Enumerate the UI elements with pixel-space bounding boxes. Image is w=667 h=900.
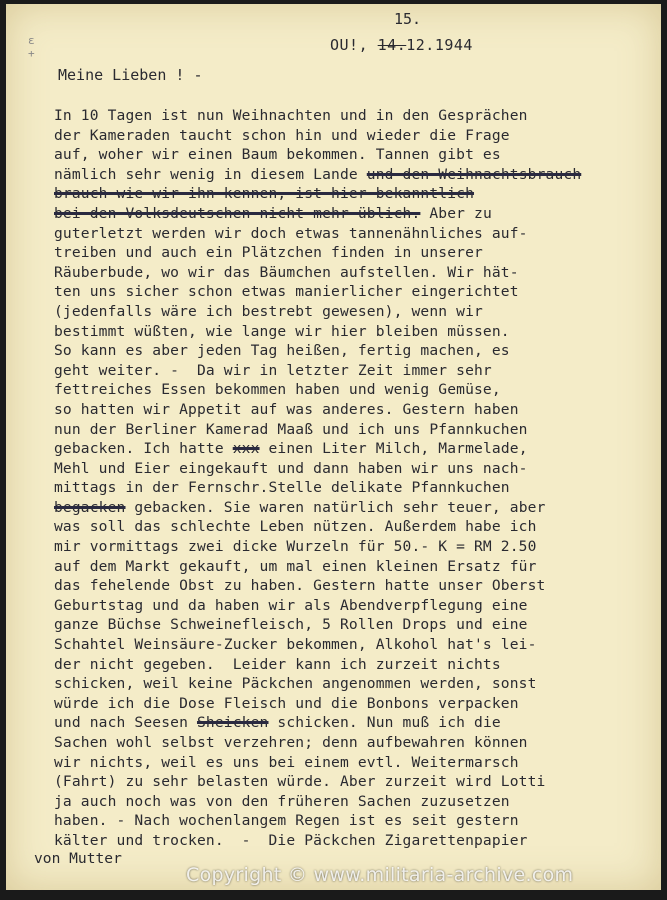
dateline-place: OU!, [330,36,369,54]
body-line-text: Mehl und Eier eingekauft und dann haben wir uns nach- [54,459,528,477]
body-line [54,478,658,498]
body-line [54,831,658,851]
body-line-text: (Fahrt) zu sehr belasten würde. Aber zurzeit wird Lotti [54,773,546,791]
struck-out-text: begacken [54,498,126,516]
body-line-text: das fehelende Obst zu haben. Gestern hatte unser Oberst [54,577,546,595]
body-line-text: Sachen wohl selbst verzehren; denn aufbewahren können [54,734,528,751]
body-line [54,126,658,146]
body-line [54,439,658,459]
body-line [54,420,658,440]
body-line [54,165,658,185]
body-line-text: So kann es aber jeden Tag heißen, fertig machen, es [54,342,510,360]
body-line [54,772,658,792]
body-line-text: (jedenfalls wäre ich bestrebt gewesen), wenn wir [54,302,483,320]
struck-out-text: Sheicken [196,714,269,732]
body-line-text: gebacken. Ich hatte [54,440,233,458]
body-line-text: haben. - Nach wochenlangem Regen ist es seit gestern [54,812,519,830]
body-line-text: mir vormittags zwei dicke Wurzeln für 50.- K = RM 2.50 [54,538,537,556]
body-line [54,655,658,675]
body-line [54,322,658,342]
struck-out-text: brauch wie wir ihn kennen, ist hier bekanntlich [54,185,475,203]
struck-out-text: und den Weihnachtsbrauch [366,165,582,183]
body-line-text: auf dem Markt gekauft, um mal einen kleinen Ersatz für [54,557,537,575]
body-line [54,145,658,165]
body-line [54,263,658,283]
body-line-text: ten uns sicher schon etwas manierlicher eingerichtet [54,283,519,301]
body-line [54,674,658,694]
body-line-text: der nicht gegeben. Leider kann ich zurzeit nichts [54,655,501,673]
body-line [54,204,658,224]
copyright-watermark: Copyright © www.militaria-archive.com [186,864,574,886]
body-line [54,537,658,557]
struck-out-text: xxx [232,440,260,458]
body-line-text: würde ich die Dose Fleisch und die Bonbons verpacken [54,694,519,712]
body-line-text: ganze Büchse Schweinefleisch, 5 Rollen Drops und eine [54,616,528,634]
body-line-text-after: Aber zu [420,204,492,222]
body-line [54,282,658,302]
body-line-text: kälter und trocken. - Die Päckchen Zigarettenpapier [54,831,528,849]
body-line-text-after: einen Liter Milch, Marmelade, [259,440,528,458]
body-line-text: Räuberbude, wo wir das Bäumchen aufstellen. Wir hät- [54,263,519,281]
body-line-text: fettreiches Essen bekommen haben und wenig Gemüse, [54,381,501,399]
dateline-struck-day: 14. [377,36,407,54]
margin-marks: ε + [28,34,35,60]
body-line [54,184,658,204]
body-line-text: mittags in der Fernschr.Stelle delikate Pfannkuchen [54,479,510,497]
body-line-text: was soll das schlechte Leben nützen. Außerdem habe ich [54,518,537,536]
struck-out-text: bei den Volksdeutschen nicht mehr üblich. [54,204,421,222]
body-line-text: Geburtstag und da haben wir als Abendverpflegung eine [54,596,528,614]
body-line [54,302,658,322]
letter-sheet [6,4,661,890]
body-line-text: guterletzt werden wir doch etwas tannenähnliches auf- [54,224,528,242]
body-line-text: und nach Seesen [54,714,197,732]
body-line [54,733,658,753]
body-line [54,243,658,263]
body-line [54,106,658,126]
body-line [54,694,658,714]
body-line-text: treiben und auch ein Plätzchen finden in unserer [54,244,483,262]
body-line [54,498,658,518]
body-line-text: In 10 Tagen ist nun Weihnachten und in den Gesprächen [54,107,528,124]
body-line [54,635,658,655]
body-line [54,400,658,420]
body-line-text: auf, woher wir einen Baum bekommen. Tannen gibt es [54,146,501,164]
body-line [54,713,658,733]
letter-closing-line: von Mutter [34,850,122,867]
greeting: Meine Lieben ! - [58,66,203,84]
body-line-text: so hatten wir Appetit auf was anderes. Gestern haben [54,400,519,418]
body-line-text: der Kameraden taucht schon hin und wieder die Frage [54,126,510,144]
body-line [54,811,658,831]
body-line [54,380,658,400]
page-number: 15. [394,10,422,28]
dateline [330,36,473,54]
body-line [54,361,658,381]
body-line [54,459,658,479]
body-line-text: nämlich sehr wenig in diesem Lande [54,165,367,183]
body-line-text-after: schicken. Nun muß ich die [268,714,501,732]
body-line [54,341,658,361]
body-line [54,224,658,244]
body-line [54,517,658,537]
body-line [54,792,658,812]
body-line-text-after: gebacken. Sie waren natürlich sehr teuer, aber [125,498,546,516]
body-line-text: nun der Berliner Kamerad Maaß und ich uns Pfannkuchen [54,420,528,438]
body-line [54,557,658,577]
body-line [54,615,658,635]
dateline-date: 12.1944 [406,36,473,54]
letter-body [54,106,658,851]
body-line-text: ja auch noch was von den früheren Sachen zuzusetzen [54,792,510,810]
body-line-text: wir nichts, weil es uns bei einem evtl. Weitermarsch [54,753,519,771]
body-line-text: Schahtel Weinsäure-Zucker bekommen, Alkohol hat's lei- [54,636,537,654]
body-line-text: schicken, weil keine Päckchen angenommen werden, sonst [54,675,537,693]
body-line-text: bestimmt wüßten, wie lange wir hier bleiben müssen. [54,322,510,340]
body-line [54,596,658,616]
body-line-text: geht weiter. - Da wir in letzter Zeit immer sehr [54,361,492,379]
body-line [54,753,658,773]
body-line [54,576,658,596]
